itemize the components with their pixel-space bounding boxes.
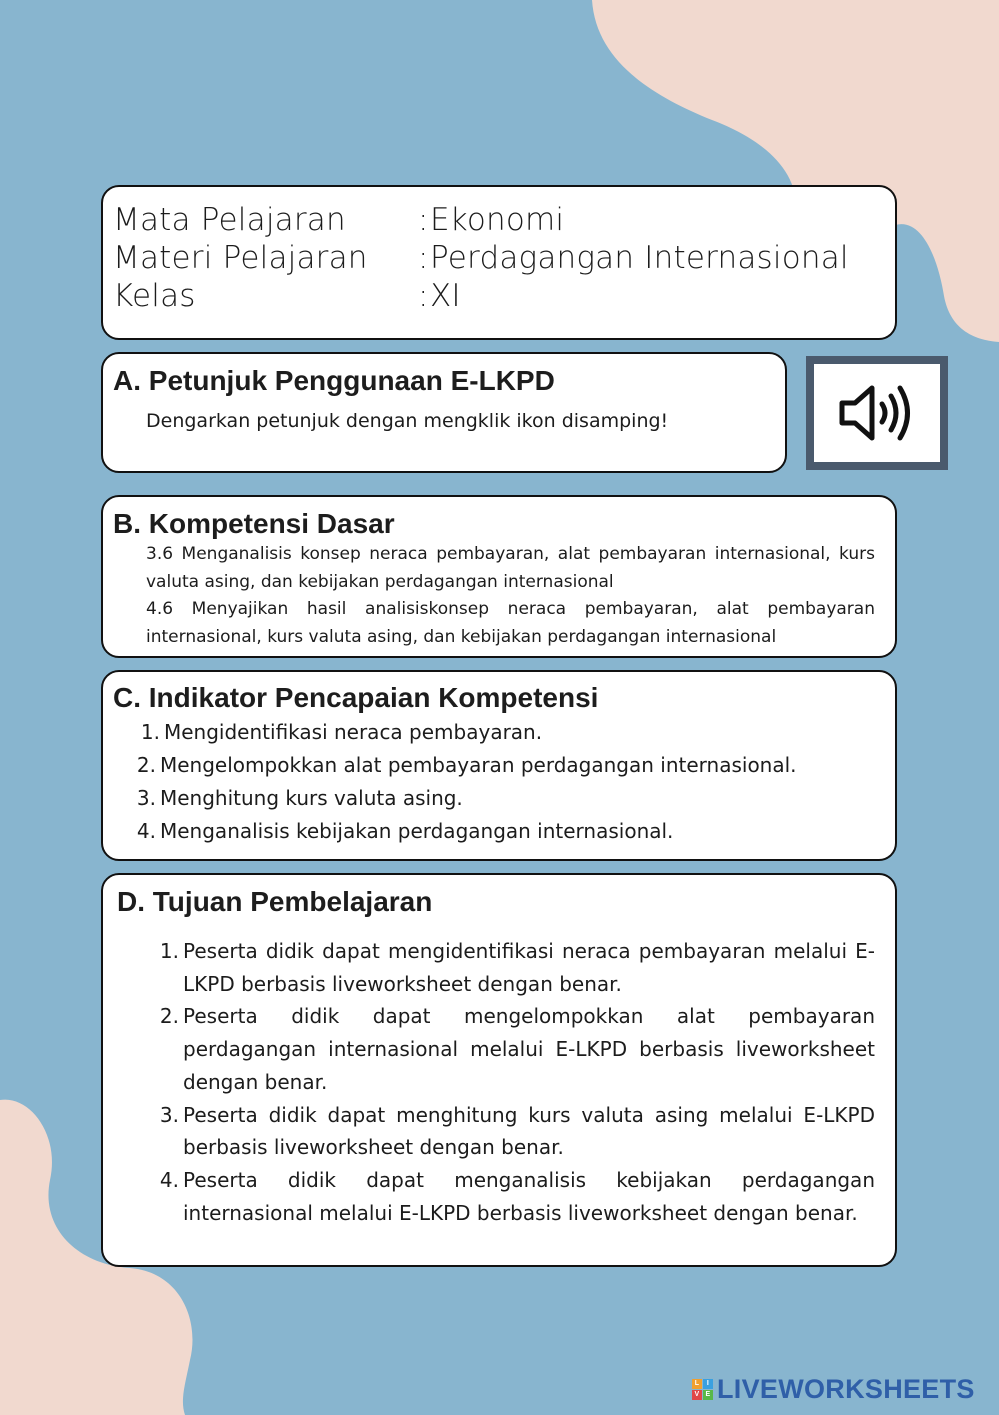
list-text: Peserta didik dapat mengidentifikasi neraca pembayaran melalui E-LKPD berbasis liveworksheet dengan benar. [183,939,875,996]
objectives-list [117,935,875,1229]
list-item [117,1164,875,1229]
brand-logo-icon [692,1379,713,1400]
logo-letter: L [692,1379,702,1389]
list-number: 4. [159,1167,179,1192]
liveworksheets-logo[interactable] [692,1374,975,1405]
competency-item: 4.6 Menyajikan hasil analisiskonsep neraca pembayaran, alat pembayaran internasional, kurs valuta asing, dan kebijakan perdagangan internasional [146,599,875,647]
list-item [113,749,875,782]
info-row-material [113,239,895,277]
competency-item: 3.6 Menganalisis konsep neraca pembayaran, alat pembayaran internasional, kurs valuta asing, dan kebijakan perdagangan internasional [146,544,875,592]
audio-play-button[interactable] [806,356,948,470]
list-text: Peserta didik dapat menghitung kurs valuta asing melalui E-LKPD berbasis liveworksheet dengan benar. [183,1102,875,1160]
list-item [113,815,875,848]
logo-letter: E [703,1390,713,1400]
info-row-class [113,277,895,315]
list-number: 3. [159,1102,179,1127]
speaker-icon [838,382,916,444]
section-c-heading: C. Indikator Pencapaian Kompetensi [113,682,599,713]
basic-competency-card [101,495,897,658]
list-number: 2. [136,753,156,777]
info-value: XI [430,278,461,314]
info-value: Ekonomi [430,202,565,238]
instructions-text: Dengarkan petunjuk dengan mengklik ikon disamping! [146,410,669,432]
logo-letter: I [703,1379,713,1389]
info-colon: : [418,202,429,238]
list-text: Mengelompokkan alat pembayaran perdagangan internasional. [160,753,797,777]
list-item [117,935,875,1000]
info-colon: : [418,240,429,276]
list-text: Peserta didik dapat mengelompokkan alat pembayaran perdagangan internasional melalui E-LKPD berbasis liveworksheet dengan benar. [183,1004,875,1094]
list-number: 2. [159,1004,179,1029]
list-text: Mengidentifikasi neraca pembayaran. [164,720,543,744]
section-b-heading: B. Kompetensi Dasar [113,508,395,539]
info-label: Materi Pelajaran [113,240,368,276]
info-label: Mata Pelajaran [113,202,346,238]
list-item [117,1000,875,1098]
info-row-subject [113,201,895,239]
audio-button-face [814,364,940,462]
list-number: 1. [140,720,160,744]
info-label: Kelas [113,278,196,314]
list-number: 3. [136,786,156,810]
list-text: Menghitung kurs valuta asing. [160,786,463,810]
indicator-list [113,716,875,848]
list-number: 4. [136,819,156,843]
list-item [117,1099,875,1164]
instructions-card [101,352,787,473]
indicator-card [101,670,897,861]
list-number: 1. [159,939,179,963]
list-text: Menganalisis kebijakan perdagangan internasional. [160,819,674,843]
brand-name: LIVEWORKSHEETS [717,1374,975,1404]
learning-objectives-card [101,873,897,1267]
list-item [113,716,875,749]
logo-letter: V [692,1390,702,1400]
info-value: Perdagangan Internasional [430,240,849,276]
list-item [113,782,875,815]
section-d-heading: D. Tujuan Pembelajaran [117,886,433,917]
list-text: Peserta didik dapat menganalisis kebijakan perdagangan internasional melalui E-LKPD berbasis liveworksheet dengan benar. [183,1167,875,1225]
section-a-heading: A. Petunjuk Penggunaan E-LKPD [113,365,555,396]
subject-info-card [101,185,897,340]
info-colon: : [418,278,429,314]
